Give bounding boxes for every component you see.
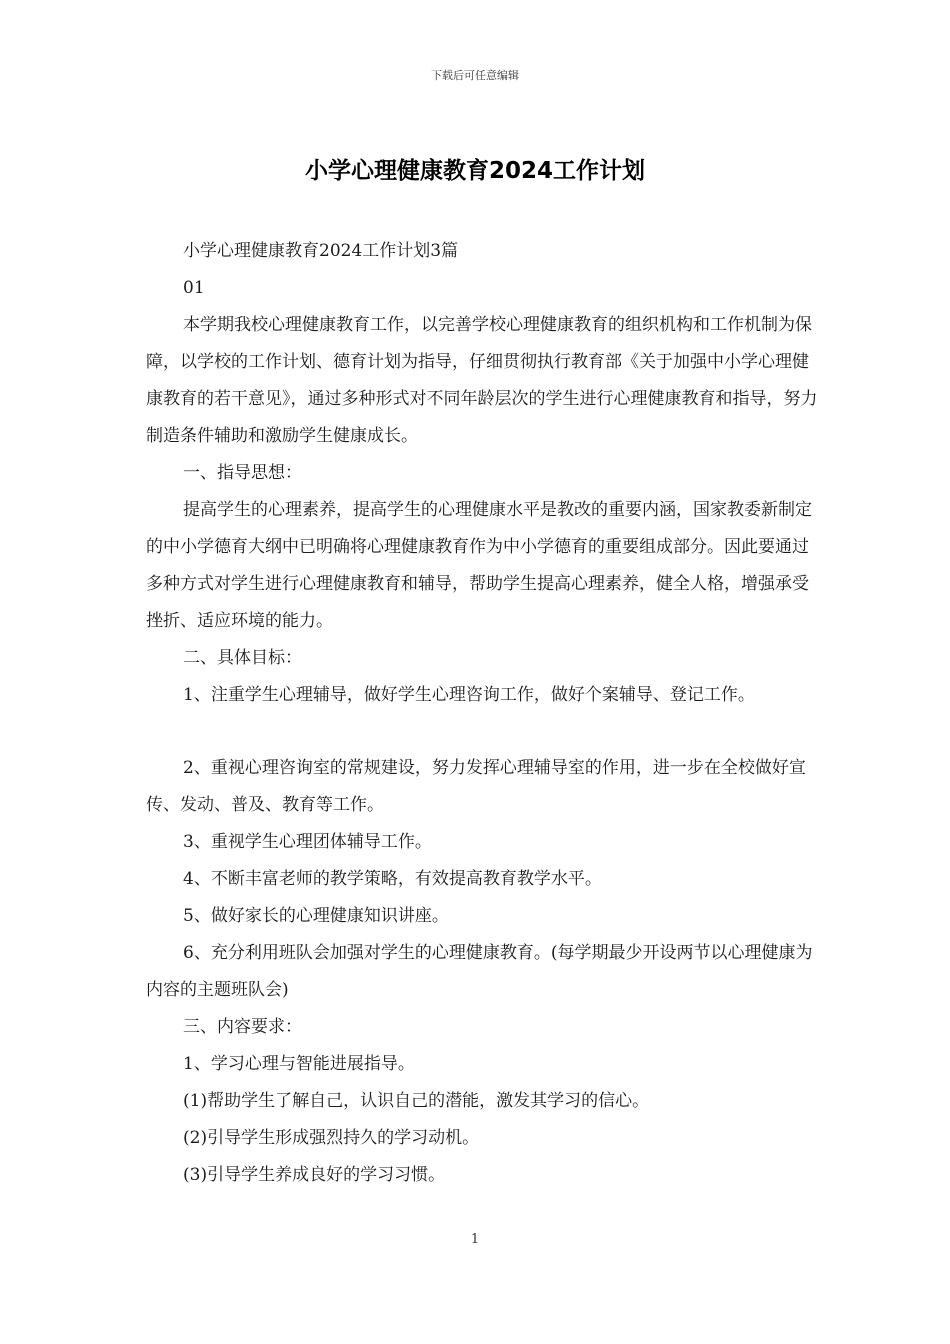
requirement-subitem-3: (3)引导学生养成良好的学习习惯。 <box>183 1165 446 1185</box>
requirement-item-1: 1、学习心理与智能进展指导。 <box>183 1054 415 1074</box>
goal-item-1: 1、注重学生心理辅导，做好学生心理咨询工作，做好个案辅导、登记工作。 <box>183 685 755 705</box>
goal-item-6: 6、充分利用班队会加强对学生的心理健康教育。(每学期最少开设两节以心理健康为内容的主题班队会) <box>146 943 813 1000</box>
requirement-subitem-1: (1)帮助学生了解自己，认识自己的潜能，激发其学习的信心。 <box>183 1091 650 1111</box>
paragraph-gap <box>146 714 822 750</box>
heading-guiding-ideology: 一、指导思想： <box>183 463 302 483</box>
section-number: 01 <box>183 278 205 298</box>
heading-content-requirements: 三、内容要求： <box>183 1017 302 1037</box>
requirement-subitem-2: (2)引导学生形成强烈持久的学习动机。 <box>183 1128 480 1148</box>
document-subtitle: 小学心理健康教育2024工作计划3篇 <box>183 241 459 261</box>
goal-item-2: 2、重视心理咨询室的常规建设，努力发挥心理辅导室的作用，进一步在全校做好宣传、发动、普及、教育等工作。 <box>146 758 806 815</box>
document-title: 小学心理健康教育2024工作计划 <box>304 158 645 184</box>
page-number: 1 <box>470 1232 480 1247</box>
document-body <box>146 233 822 1194</box>
header-note: 下载后可任意编辑 <box>431 69 519 82</box>
paragraph-guiding-ideology: 提高学生的心理素养，提高学生的心理健康水平是教改的重要内涵，国家教委新制定的中小学德育大纲中已明确将心理健康教育作为中小学德育的重要组成部分。因此要通过多种方式对学生进行心理健康教育和辅导，帮助学生提高心理素养，健全人格，增强承受挫折、适应环境的能力。 <box>146 500 812 631</box>
paragraph-intro: 本学期我校心理健康教育工作，以完善学校心理健康教育的组织机构和工作机制为保障，以学校的工作计划、德育计划为指导，仔细贯彻执行教育部《关于加强中小学心理健康教育的若干意见》，通过多种形式对不同年龄层次的学生进行心理健康教育和指导，努力制造条件辅助和激励学生健康成长。 <box>146 315 818 446</box>
goal-item-3: 3、重视学生心理团体辅导工作。 <box>183 832 432 852</box>
goal-item-5: 5、做好家长的心理健康知识讲座。 <box>183 906 449 926</box>
goal-item-4: 4、不断丰富老师的教学策略，有效提高教育教学水平。 <box>183 869 602 889</box>
heading-specific-goals: 二、具体目标： <box>183 648 302 668</box>
